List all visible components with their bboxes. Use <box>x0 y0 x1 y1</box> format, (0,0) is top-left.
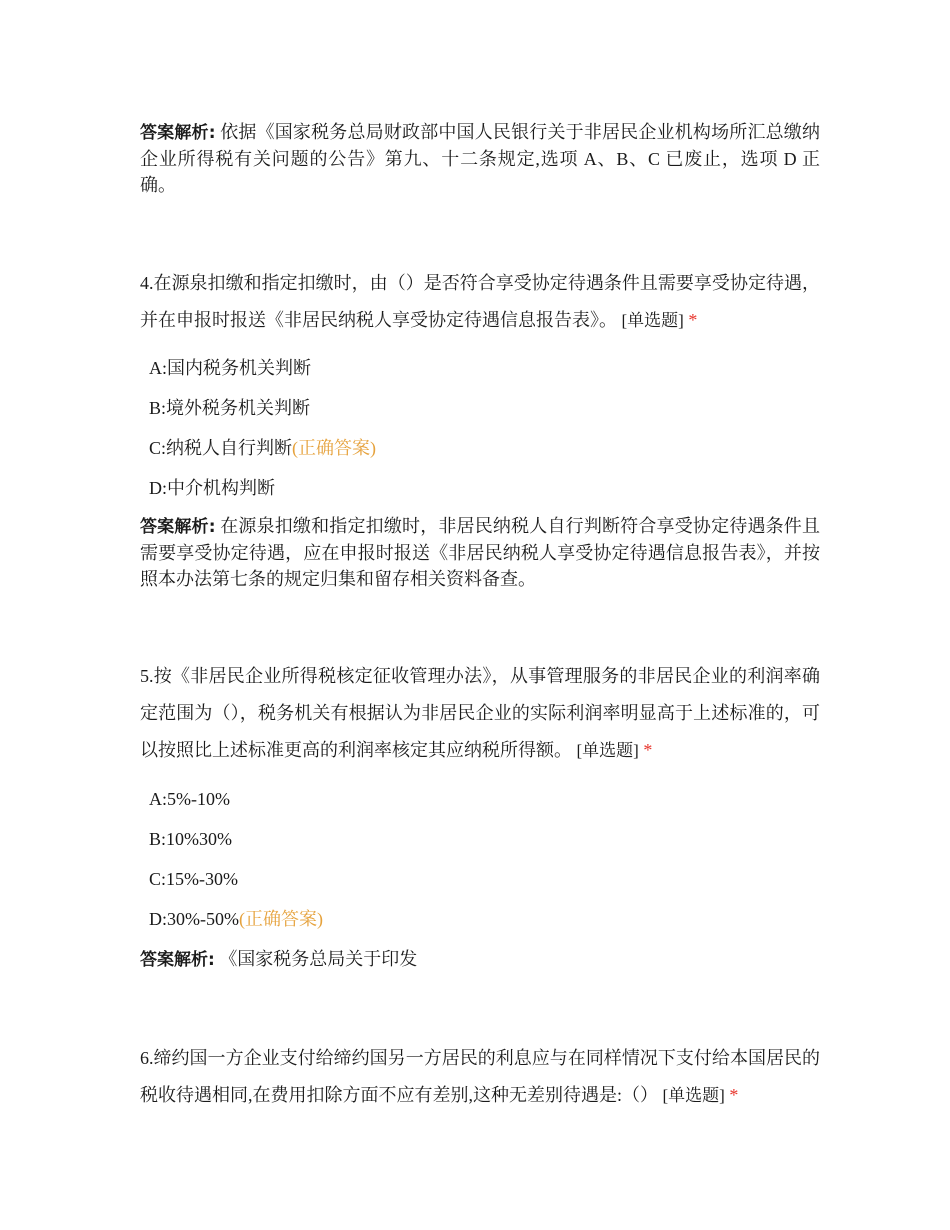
question-text: 6.缔约国一方企业支付给缔约国另一方居民的利息应与在同样情况下支付给本国居民的税收待遇相同,在费用扣除方面不应有差别,这种无差别待遇是:（） <box>140 1048 820 1105</box>
correct-answer-tag: (正确答案) <box>238 909 323 929</box>
analysis-label: 答案解析: <box>140 517 216 537</box>
question-5-stem <box>140 658 820 769</box>
correct-answer-tag: (正确答案) <box>292 438 377 458</box>
required-mark: * <box>688 310 698 330</box>
option-c <box>149 436 376 460</box>
answer-analysis-4 <box>140 513 820 592</box>
question-4-stem <box>140 265 820 339</box>
question-text: 5.按《非居民企业所得税核定征收管理办法》，从事管理服务的非居民企业的利润率确定范围为（），税务机关有根据认为非居民企业的实际利润率明显高于上述标准的，可以按照比上述标准更高的利润率核定其应纳税所得额。 <box>140 666 820 760</box>
question-text: 4.在源泉扣缴和指定扣缴时，由（）是否符合享受协定待遇条件且需要享受协定待遇，并在申报时报送《非居民纳税人享受协定待遇信息报告表》。 <box>140 273 820 330</box>
option-b <box>149 827 232 851</box>
option-a <box>149 356 311 380</box>
analysis-text: 《国家税务总局关于印发 <box>214 949 418 969</box>
required-mark: * <box>643 740 653 760</box>
question-type: [单选题] <box>576 741 639 760</box>
option-a <box>149 787 230 811</box>
analysis-label: 答案解析: <box>140 950 215 970</box>
question-6-stem <box>140 1040 820 1114</box>
required-mark: * <box>729 1085 739 1105</box>
option-label: B:境外税务机关判断 <box>149 398 311 418</box>
answer-analysis-3 <box>140 119 820 198</box>
option-d <box>149 476 275 500</box>
question-type: [单选题] <box>662 1086 725 1105</box>
answer-analysis-5 <box>140 946 820 973</box>
option-b <box>149 396 310 420</box>
analysis-label: 答案解析: <box>140 123 216 143</box>
analysis-text: 在源泉扣缴和指定扣缴时，非居民纳税人自行判断符合享受协定待遇条件且需要享受协定待遇，应在申报时报送《非居民纳税人享受协定待遇信息报告表》，并按照本办法第七条的规定归集和留存相关资料备查。 <box>140 516 820 589</box>
analysis-text: 依据《国家税务总局财政部中国人民银行关于非居民企业机构场所汇总缴纳企业所得税有关问题的公告》第九、十二条规定,选项 A、B、C 已废止，选项 D 正确。 <box>140 122 820 195</box>
option-label: B:10%30% <box>149 829 232 849</box>
option-label: C:15%-30% <box>149 869 238 889</box>
option-label: A:国内税务机关判断 <box>149 358 311 378</box>
option-d <box>149 907 323 931</box>
option-c <box>149 867 238 891</box>
option-label: C:纳税人自行判断 <box>149 438 293 458</box>
option-label: D:中介机构判断 <box>149 478 275 498</box>
option-label: A:5%-10% <box>149 789 230 809</box>
option-label: D:30%-50% <box>149 909 239 929</box>
question-type: [单选题] <box>621 311 684 330</box>
